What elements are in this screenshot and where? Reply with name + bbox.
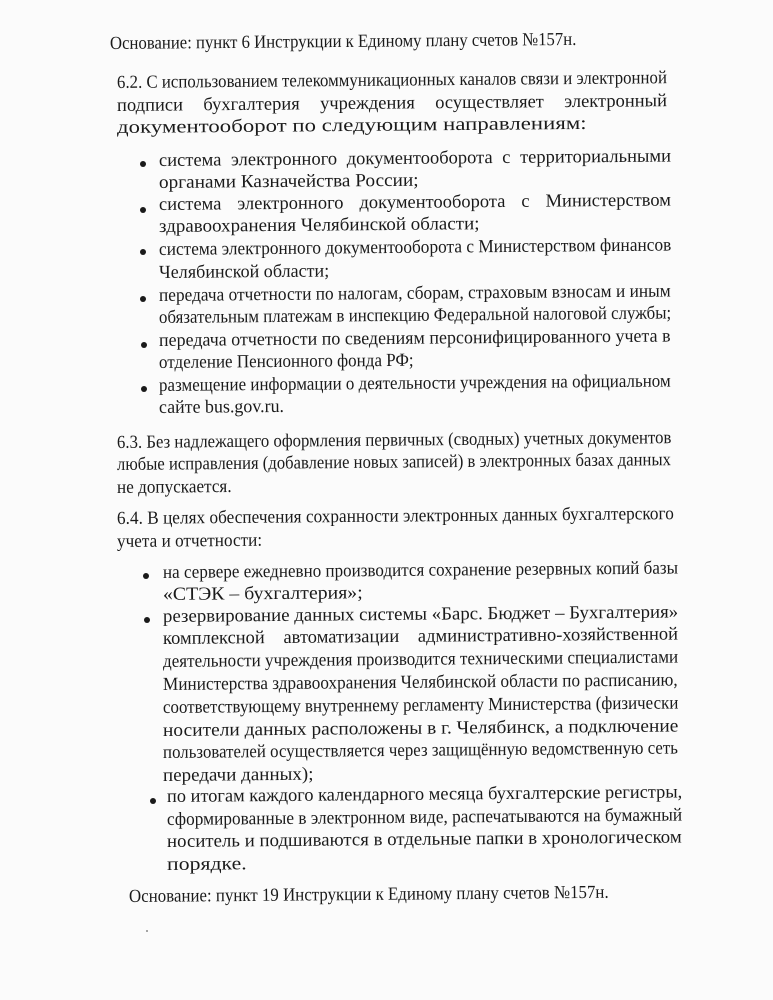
s62-item6-line1: размещение информации о деятельности учреждения на официальном	[158, 371, 671, 396]
s62-line2: подписи бухгалтерия учреждения осуществляет электронный	[116, 91, 668, 116]
bullet-icon	[143, 573, 149, 579]
s62-item5-line2: отделение Пенсионного фонда РФ;	[158, 350, 414, 373]
s62-item1-line1: система электронного документооборота с территориальными	[158, 146, 672, 171]
bullet-icon	[140, 249, 146, 255]
scan-speck	[146, 930, 148, 932]
s64-item2-line3: деятельности учреждения производится техническими специалистами	[162, 647, 679, 672]
s64-item2-line7: пользователей осуществляется через защищённую ведомственную сеть	[162, 738, 678, 763]
s63-line1: 6.3. Без надлежащего оформления первичных (сводных) учетных документов	[116, 428, 672, 453]
s62-item3-line2: Челябинской области;	[158, 261, 330, 283]
s62-item3-line1: система электронного документооборота с Министерством финансов	[158, 235, 672, 260]
s62-item6-line2: сайте bus.gov.ru.	[158, 396, 285, 418]
s64-item1-line2: «СТЭК – бухгалтерия»;	[162, 583, 363, 605]
s62-item4-line2: обязательным платежам в инспекцию Федеральной налоговой службы;	[158, 303, 672, 328]
s63-line2: любые исправления (добавление новых записей) в электронных базах данных	[116, 450, 671, 475]
bullet-icon	[140, 296, 146, 302]
s64-item2-line6: носители данных расположены в г. Челябинск, а подключение	[162, 716, 679, 741]
bullet-icon	[140, 207, 146, 213]
s64-item2-line4: Министерства здравоохранения Челябинской области по расписанию,	[162, 670, 678, 695]
s64-line1: 6.4. В целях обеспечения сохранности электронных данных бухгалтерского	[116, 504, 674, 529]
bullet-icon	[144, 617, 150, 623]
bullet-icon	[150, 798, 156, 804]
s63-line3: не допускается.	[116, 477, 232, 498]
bullet-icon	[141, 386, 147, 392]
bullet-icon	[140, 161, 146, 167]
s64-item1-line1: на сервере ежедневно производится сохранение резервных копий базы	[162, 558, 679, 583]
s64-item2-line8: передачи данных);	[162, 764, 314, 786]
s64-line2: учета и отчетности:	[116, 530, 263, 552]
s64-item3-line3: носитель и подшиваются в отдельные папки в хронологическом	[166, 827, 682, 852]
s64-item3-line1: по итогам каждого календарного месяца бухгалтерские регистры,	[166, 782, 683, 807]
s62-item4-line1: передача отчетности по налогам, сборам, страховым взносам и иным	[158, 281, 671, 306]
s62-item1-line2: органами Казначейства России;	[158, 170, 419, 193]
s62-line1: 6.2. С использованием телекоммуникационных каналов связи и электронной	[116, 68, 668, 93]
s64-item2-line1: резервирование данных системы «Барс. Бюджет – Бухгалтерия»	[162, 602, 679, 627]
s62-item5-line1: передача отчетности по сведениям персонифицированного учета в	[158, 326, 671, 351]
s62-line3: документооборот по следующим направлениям:	[116, 113, 587, 138]
s62-item2-line1: система электронного документооборота с Министерством	[158, 190, 672, 215]
s64-item2-line5: соответствующему внутреннему регламенту Министерства (физически	[162, 693, 679, 718]
s64-item3-line2: сформированные в электронном виде, распечатываются на бумажный	[166, 805, 683, 830]
s64-item3-line4: порядке.	[166, 854, 247, 875]
basis-bottom: Основание: пункт 19 Инструкции к Единому плану счетов №157н.	[128, 882, 609, 907]
s62-item2-line2: здравоохранения Челябинской области;	[158, 214, 480, 237]
bullet-icon	[141, 342, 147, 348]
s64-item2-line2: комплексной автоматизации административно-хозяйственной	[162, 624, 679, 649]
basis-top: Основание: пункт 6 Инструкции к Единому плану счетов №157н.	[109, 29, 577, 54]
